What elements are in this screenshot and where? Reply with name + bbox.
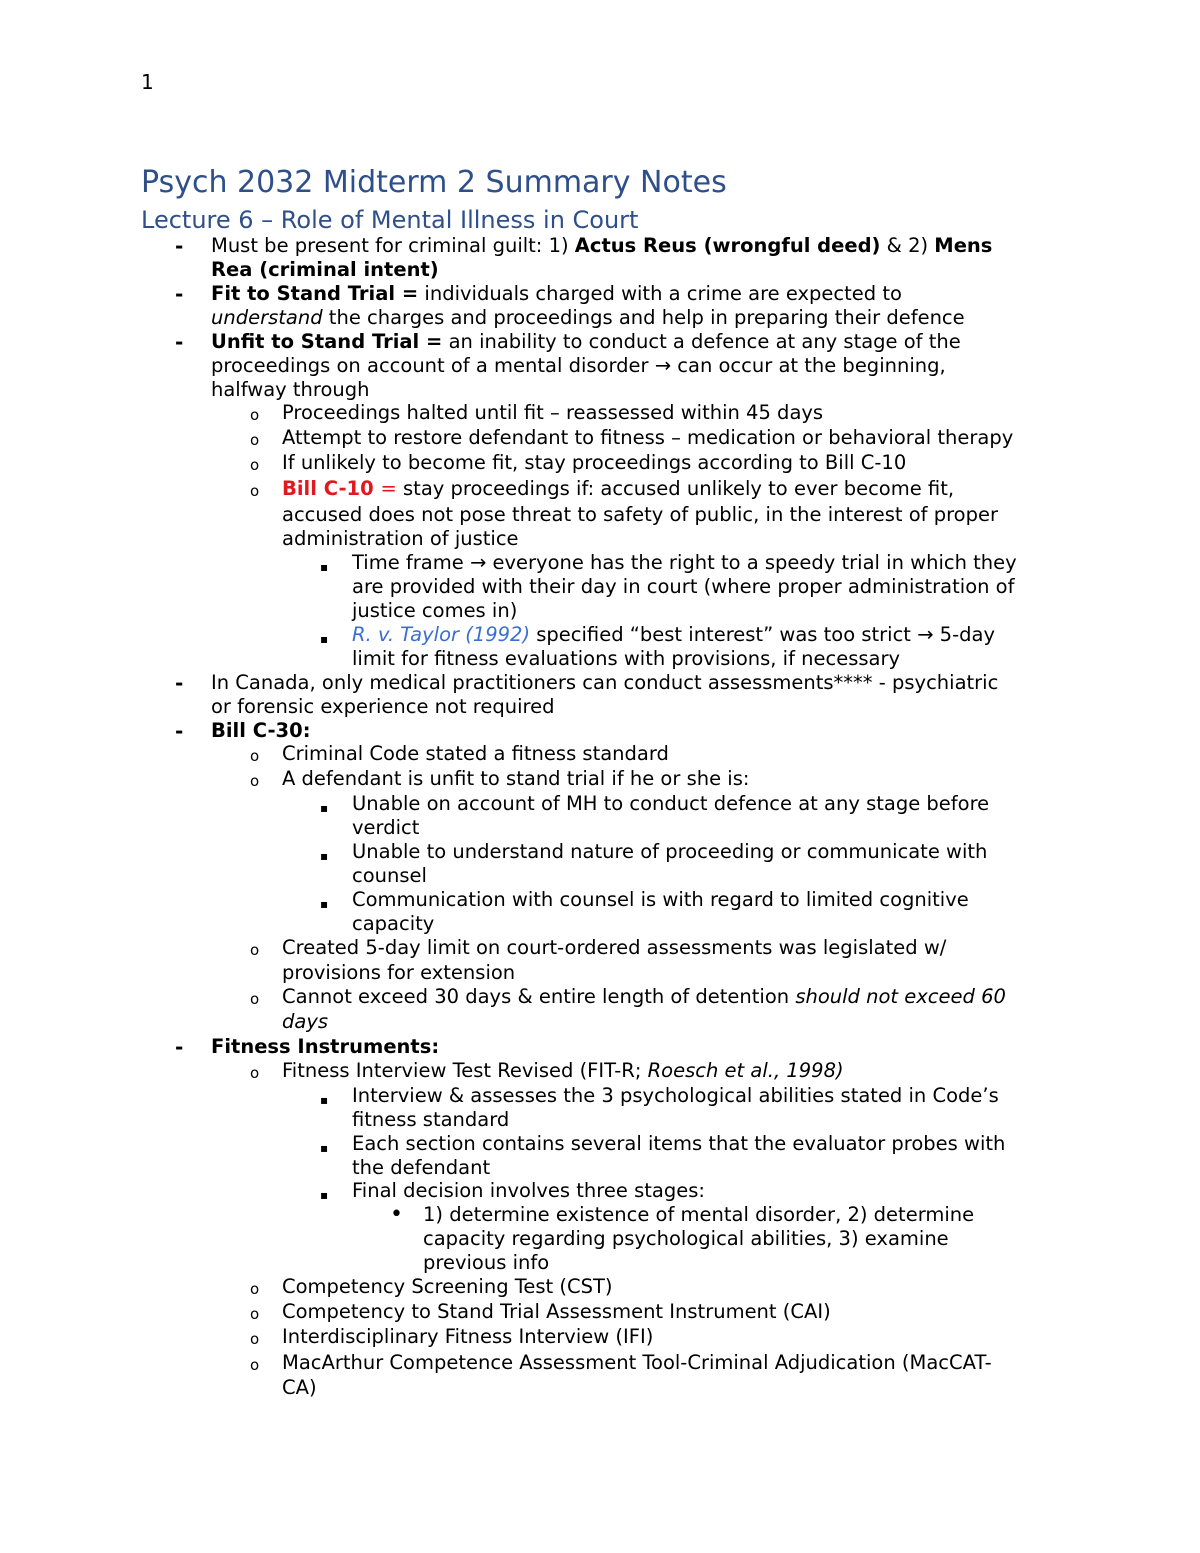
list-item-text <box>211 354 946 378</box>
bullet-marker: o <box>250 941 260 959</box>
list-item-continuation <box>0 695 1200 720</box>
list-item-text <box>282 1059 844 1083</box>
list-item-text <box>352 864 427 888</box>
bullet-marker: o <box>250 431 260 449</box>
text-run: Fitness Interview Test Revised (FIT-R; <box>282 1059 648 1082</box>
text-run: Bill C-10 <box>282 477 381 500</box>
list-item-text <box>282 742 669 766</box>
text-run: Each section contains several items that the evaluator probes with <box>352 1132 1006 1155</box>
bullet-marker: - <box>175 1035 184 1059</box>
list-item <box>0 1300 1200 1325</box>
bullet-marker: ▪ <box>320 1141 329 1155</box>
section-heading: Lecture 6 – Role of Mental Illness in Court <box>141 206 639 234</box>
list-item <box>0 1203 1200 1228</box>
text-run: Fit to Stand Trial = <box>211 282 419 305</box>
list-item <box>0 1179 1200 1204</box>
list-item-continuation <box>0 527 1200 552</box>
text-run: the defendant <box>352 1156 491 1179</box>
text-run: Time frame → everyone has the right to a speedy trial in which they <box>352 551 1017 574</box>
list-item <box>0 742 1200 767</box>
bullet-marker: - <box>175 282 184 306</box>
text-run: Mens <box>934 234 993 257</box>
list-item-text <box>282 503 998 527</box>
list-item-text <box>282 936 946 960</box>
list-item-text <box>282 1325 653 1349</box>
list-item-text <box>282 961 515 985</box>
text-run: 1) determine existence of mental disorder, 2) determine <box>423 1203 975 1226</box>
text-run: Competency Screening Test (CST) <box>282 1275 613 1298</box>
text-run: are provided with their day in court (where proper administration of <box>352 575 1015 598</box>
list-item-continuation <box>0 912 1200 937</box>
text-run: counsel <box>352 864 427 887</box>
list-item <box>0 401 1200 426</box>
text-run: Unable on account of MH to conduct defence at any stage before <box>352 792 990 815</box>
text-run: A defendant is unfit to stand trial if he or she is: <box>282 767 750 790</box>
list-item-text <box>282 426 1013 450</box>
bullet-marker: ▪ <box>320 1093 329 1107</box>
list-item <box>0 985 1200 1010</box>
text-run: If unlikely to become fit, stay proceedings according to Bill C-10 <box>282 451 907 474</box>
text-run: Communication with counsel is with regard to limited cognitive <box>352 888 969 911</box>
list-item-text <box>352 840 987 864</box>
list-item <box>0 1059 1200 1084</box>
list-item-text <box>352 551 1017 575</box>
bullet-marker: o <box>250 747 260 765</box>
list-item-text <box>282 1275 613 1299</box>
bullet-marker: • <box>390 1202 403 1227</box>
list-item-text <box>352 792 989 816</box>
text-run: Fitness Instruments: <box>211 1035 440 1058</box>
list-item <box>0 623 1200 648</box>
list-item-text <box>211 330 961 354</box>
bullet-marker: o <box>250 456 260 474</box>
list-item-text <box>352 1156 490 1180</box>
list-item-text <box>352 575 1014 599</box>
text-run: the charges and proceedings and help in preparing their defence <box>322 306 965 329</box>
list-item-text <box>282 1010 328 1034</box>
list-item <box>0 840 1200 865</box>
list-item-continuation <box>0 503 1200 528</box>
bullet-marker: - <box>175 671 184 695</box>
text-run: R. v. Taylor (1992) <box>352 623 531 646</box>
list-item <box>0 671 1200 696</box>
bullet-marker: o <box>250 1356 260 1374</box>
list-item-text <box>282 527 519 551</box>
text-run: stay proceedings if: accused unlikely to ever become fit, <box>396 477 955 500</box>
list-item <box>0 888 1200 913</box>
text-run: Created 5-day limit on court-ordered assessments was legislated w/ <box>282 936 947 959</box>
list-item-text <box>211 258 439 282</box>
list-item-text <box>282 1300 831 1324</box>
list-item <box>0 1351 1200 1376</box>
text-run: Attempt to restore defendant to fitness – medication or behavioral therapy <box>282 426 1014 449</box>
list-item-continuation <box>0 864 1200 889</box>
text-run: or forensic experience not required <box>211 695 555 718</box>
list-item <box>0 426 1200 451</box>
page-number: 1 <box>141 70 154 94</box>
list-item-continuation <box>0 1108 1200 1133</box>
list-item-continuation <box>0 354 1200 379</box>
list-item-continuation <box>0 816 1200 841</box>
list-item-text <box>352 1132 1005 1156</box>
list-item-continuation <box>0 1227 1200 1252</box>
list-item-text <box>352 1108 509 1132</box>
text-run: Final decision involves three stages: <box>352 1179 705 1202</box>
text-run: Criminal Code stated a fitness standard <box>282 742 669 765</box>
list-item-continuation <box>0 599 1200 624</box>
list-item-text <box>282 767 749 791</box>
list-item-text <box>423 1203 974 1227</box>
text-run: & 2) <box>880 234 935 257</box>
list-item-text <box>352 912 434 936</box>
bullet-marker: ▪ <box>320 1188 329 1202</box>
list-item-text <box>352 1179 705 1203</box>
text-run: verdict <box>352 816 420 839</box>
text-run: should not exceed 60 <box>795 985 1006 1008</box>
list-item <box>0 282 1200 307</box>
text-run: limit for fitness evaluations with provisions, if necessary <box>352 647 901 670</box>
text-run: Unfit to Stand Trial = <box>211 330 443 353</box>
list-item-text <box>282 1351 992 1375</box>
bullet-marker: ▪ <box>320 632 329 646</box>
text-run: Interview & assesses the 3 psychological abilities stated in Code’s <box>352 1084 999 1107</box>
list-item-text <box>211 719 311 743</box>
bullet-marker: o <box>250 1305 260 1323</box>
bullet-marker: - <box>175 719 184 743</box>
list-item <box>0 451 1200 476</box>
list-item <box>0 234 1200 259</box>
list-item-text <box>211 671 998 695</box>
list-item <box>0 1132 1200 1157</box>
document-title: Psych 2032 Midterm 2 Summary Notes <box>141 165 727 200</box>
list-item-continuation <box>0 575 1200 600</box>
text-run: fitness standard <box>352 1108 510 1131</box>
text-run: Cannot exceed 30 days & entire length of detention <box>282 985 796 1008</box>
list-item-continuation <box>0 306 1200 331</box>
list-item <box>0 477 1200 502</box>
text-run: understand <box>211 306 323 329</box>
text-run: Competency to Stand Trial Assessment Instrument (CAI) <box>282 1300 831 1323</box>
list-item-text <box>423 1251 549 1275</box>
list-item-continuation <box>0 647 1200 672</box>
list-item <box>0 1035 1200 1060</box>
bullet-marker: ▪ <box>320 897 329 911</box>
text-run: accused does not pose threat to safety of public, in the interest of proper <box>282 503 998 526</box>
list-item <box>0 330 1200 355</box>
list-item <box>0 1084 1200 1109</box>
list-item-text <box>282 451 906 475</box>
list-item-text <box>211 234 992 258</box>
text-run: previous info <box>423 1251 550 1274</box>
list-item-continuation <box>0 258 1200 283</box>
text-run: Rea (criminal intent) <box>211 258 439 281</box>
list-item-text <box>211 695 555 719</box>
text-run: provisions for extension <box>282 961 516 984</box>
list-item-text <box>282 985 1006 1009</box>
list-item-text <box>211 378 370 402</box>
text-run: days <box>282 1010 329 1033</box>
list-item <box>0 792 1200 817</box>
text-run: specified “best interest” was too strict → 5-day <box>530 623 995 646</box>
text-run: capacity regarding psychological abilities, 3) examine <box>423 1227 949 1250</box>
list-item-text <box>352 599 517 623</box>
list-item <box>0 1275 1200 1300</box>
text-run: Must be present for criminal guilt: 1) <box>211 234 575 257</box>
text-run: Interdisciplinary Fitness Interview (IFI) <box>282 1325 654 1348</box>
list-item-continuation <box>0 1010 1200 1035</box>
list-item-text <box>352 1084 999 1108</box>
list-item <box>0 551 1200 576</box>
list-item-text <box>352 816 419 840</box>
bullet-marker: - <box>175 234 184 258</box>
list-item-text <box>352 647 900 671</box>
list-item-text <box>423 1227 949 1251</box>
text-run: justice comes in) <box>352 599 518 622</box>
text-run: proceedings on account of a mental disorder → can occur at the beginning, <box>211 354 946 377</box>
list-item-text <box>352 623 995 647</box>
list-item-text <box>282 1376 317 1400</box>
list-item <box>0 936 1200 961</box>
text-run: Actus Reus (wrongful deed) <box>574 234 881 257</box>
list-item-text <box>211 306 965 330</box>
text-run: Unable to understand nature of proceeding or communicate with <box>352 840 988 863</box>
text-run: an inability to conduct a defence at any stage of the <box>442 330 961 353</box>
list-item-continuation <box>0 378 1200 403</box>
text-run: MacArthur Competence Assessment Tool-Criminal Adjudication (MacCAT- <box>282 1351 992 1374</box>
list-item-continuation <box>0 1156 1200 1181</box>
text-run: halfway through <box>211 378 370 401</box>
text-run: individuals charged with a crime are expected to <box>418 282 902 305</box>
text-run: In Canada, only medical practitioners can conduct assessments**** - psychiatric <box>211 671 999 694</box>
bullet-marker: ▪ <box>320 849 329 863</box>
bullet-marker: o <box>250 1064 260 1082</box>
bullet-marker: o <box>250 482 260 500</box>
bullet-marker: ▪ <box>320 560 329 574</box>
bullet-marker: o <box>250 990 260 1008</box>
bullet-marker: o <box>250 1280 260 1298</box>
list-item-text <box>211 282 902 306</box>
list-item-text <box>211 1035 439 1059</box>
bullet-marker: - <box>175 330 184 354</box>
list-item-text <box>282 401 823 425</box>
list-item <box>0 767 1200 792</box>
list-item-continuation <box>0 961 1200 986</box>
list-item <box>0 719 1200 744</box>
text-run: Bill C-30: <box>211 719 311 742</box>
list-item-text <box>352 888 969 912</box>
text-run: Proceedings halted until fit – reassessed within 45 days <box>282 401 824 424</box>
text-run: = <box>380 477 397 500</box>
text-run: Roesch et al., 1998) <box>647 1059 844 1082</box>
text-run: CA) <box>282 1376 317 1399</box>
text-run: administration of justice <box>282 527 519 550</box>
list-item-continuation <box>0 1251 1200 1276</box>
text-run: capacity <box>352 912 435 935</box>
bullet-marker: o <box>250 406 260 424</box>
list-item <box>0 1325 1200 1350</box>
list-item-continuation <box>0 1376 1200 1401</box>
bullet-marker: o <box>250 1330 260 1348</box>
bullet-marker: ▪ <box>320 801 329 815</box>
bullet-marker: o <box>250 772 260 790</box>
list-item-text <box>282 477 954 501</box>
